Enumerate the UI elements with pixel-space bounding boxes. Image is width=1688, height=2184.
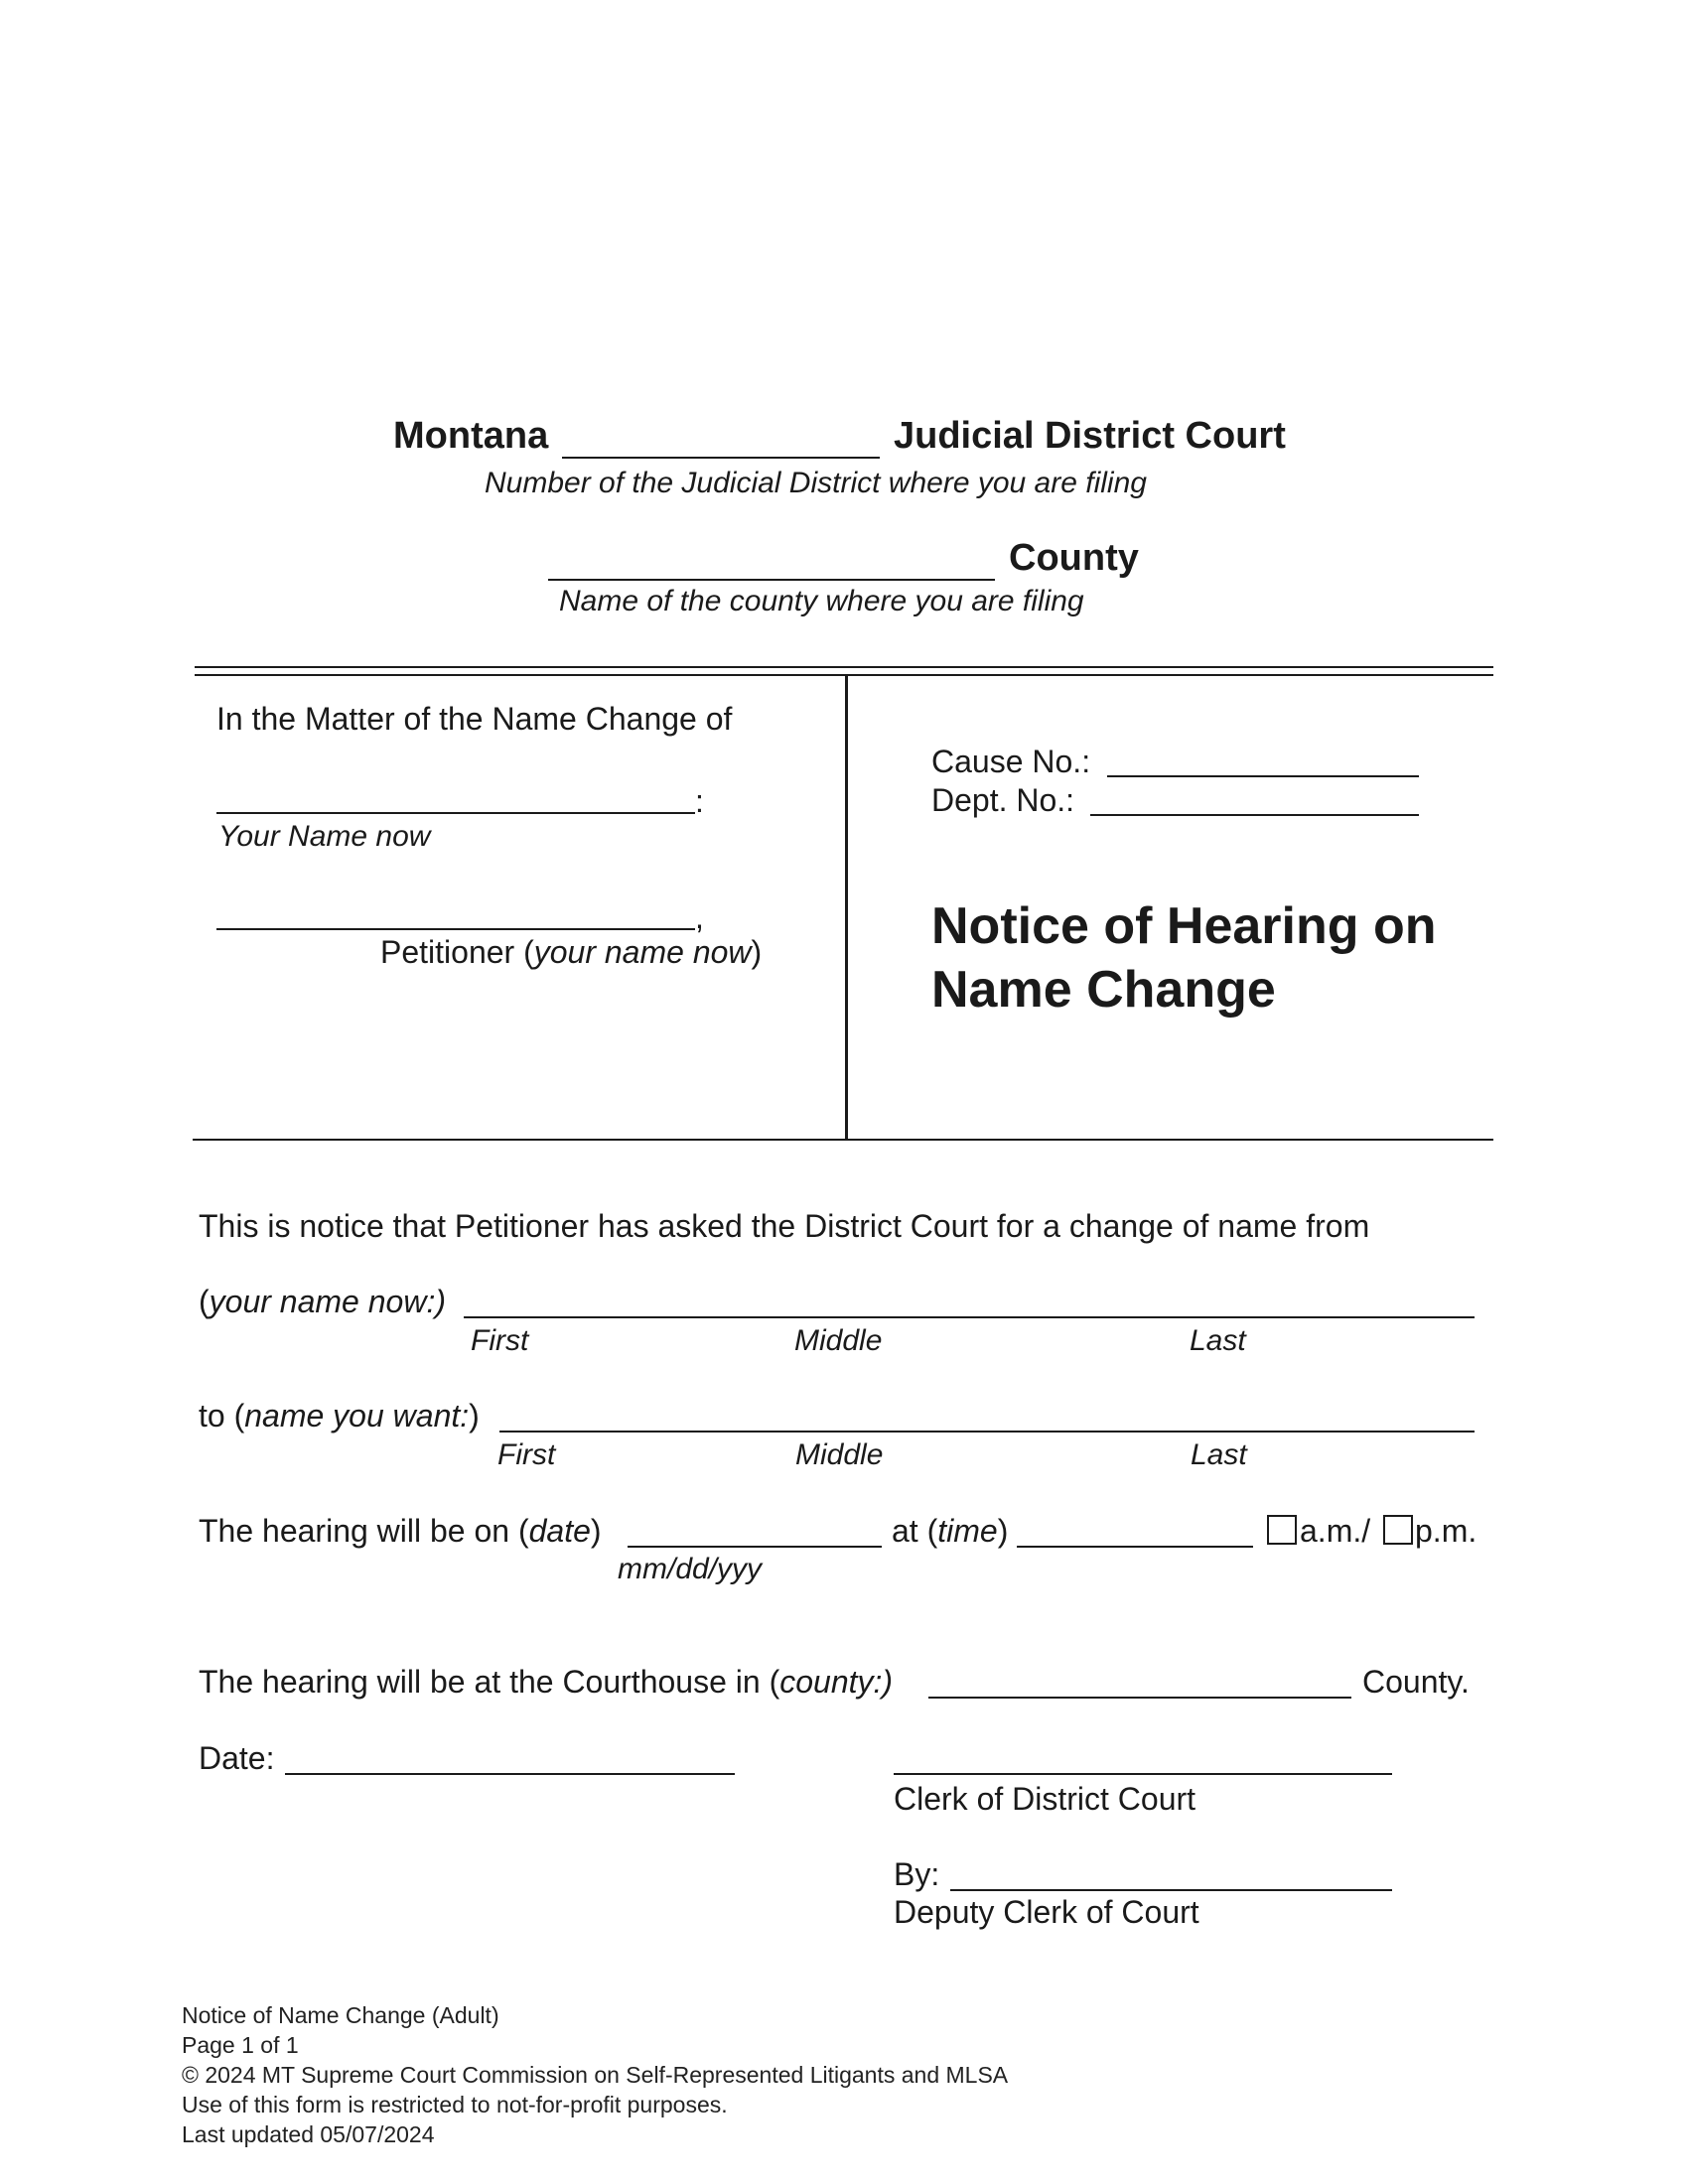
caption-bottom-rule: [193, 1139, 1493, 1141]
am-checkbox[interactable]: [1267, 1515, 1297, 1545]
clerk-label: Clerk of District Court: [894, 1781, 1196, 1817]
filing-county-field[interactable]: [548, 579, 995, 581]
caption-top-rule: [195, 666, 1493, 668]
your-name-now-label: Your Name now: [218, 820, 431, 853]
deputy-label: Deputy Clerk of Court: [894, 1894, 1199, 1930]
footer-page: Page 1 of 1: [182, 2032, 299, 2058]
hearing-date-label: The hearing will be on (date): [199, 1513, 602, 1549]
from-label: (your name now:): [199, 1284, 446, 1319]
caption-divider: [845, 676, 848, 1139]
date-label: Date:: [199, 1740, 275, 1776]
footer-restriction: Use of this form is restricted to not-for-profit purposes.: [182, 2092, 728, 2117]
county-label: County: [1009, 537, 1139, 579]
new-name-field[interactable]: [499, 1431, 1475, 1433]
county-hint: Name of the county where you are filing: [559, 585, 1084, 617]
am-label: a.m./: [1300, 1513, 1371, 1549]
district-number-field[interactable]: [562, 457, 880, 459]
hearing-county-field[interactable]: [928, 1697, 1351, 1699]
signature-date-field[interactable]: [285, 1773, 735, 1775]
hearing-date-field[interactable]: [628, 1546, 882, 1548]
hearing-time-label: at (time): [892, 1513, 1009, 1549]
footer-copyright: © 2024 MT Supreme Court Commission on Self-Represented Litigants and MLSA: [182, 2062, 1009, 2088]
cause-no-field[interactable]: [1107, 775, 1419, 777]
current-last-label: Last: [1190, 1324, 1246, 1357]
notice-intro: This is notice that Petitioner has asked the District Court for a change of name from: [199, 1208, 1370, 1244]
footer-updated: Last updated 05/07/2024: [182, 2121, 435, 2147]
current-name-field[interactable]: [464, 1316, 1475, 1318]
district-hint: Number of the Judicial District where you are filing: [485, 467, 1147, 499]
document-title-line1: Notice of Hearing on: [931, 897, 1437, 955]
dept-no-label: Dept. No.:: [931, 782, 1075, 818]
document-title-line2: Name Change: [931, 961, 1276, 1019]
petitioner-name-field[interactable]: [216, 928, 695, 930]
courthouse-label: The hearing will be at the Courthouse in (county:): [199, 1664, 894, 1700]
clerk-signature-field[interactable]: [894, 1773, 1392, 1775]
new-last-label: Last: [1191, 1438, 1247, 1471]
footer-form-name: Notice of Name Change (Adult): [182, 2002, 499, 2028]
matter-label: In the Matter of the Name Change of: [216, 701, 733, 737]
new-middle-label: Middle: [795, 1438, 884, 1471]
dept-no-field[interactable]: [1090, 814, 1419, 816]
to-label: to (name you want:): [199, 1398, 480, 1433]
caption-top-rule-2: [195, 674, 1493, 676]
your-name-now-field[interactable]: [216, 812, 695, 814]
date-format-hint: mm/dd/yyy: [618, 1553, 763, 1585]
new-first-label: First: [497, 1438, 556, 1471]
current-middle-label: Middle: [794, 1324, 883, 1357]
current-first-label: First: [471, 1324, 529, 1357]
cause-no-label: Cause No.:: [931, 744, 1091, 779]
hearing-time-field[interactable]: [1017, 1546, 1253, 1548]
pm-checkbox[interactable]: [1383, 1515, 1413, 1545]
pm-label: p.m.: [1415, 1513, 1477, 1549]
colon: :: [695, 783, 704, 819]
state-label: Montana: [393, 415, 549, 457]
petitioner-label: Petitioner (your name now): [380, 934, 763, 970]
comma: ,: [695, 899, 704, 935]
by-label: By:: [894, 1856, 940, 1892]
deputy-signature-field[interactable]: [950, 1889, 1392, 1891]
county-suffix: County.: [1362, 1664, 1470, 1700]
court-label: Judicial District Court: [894, 415, 1286, 457]
